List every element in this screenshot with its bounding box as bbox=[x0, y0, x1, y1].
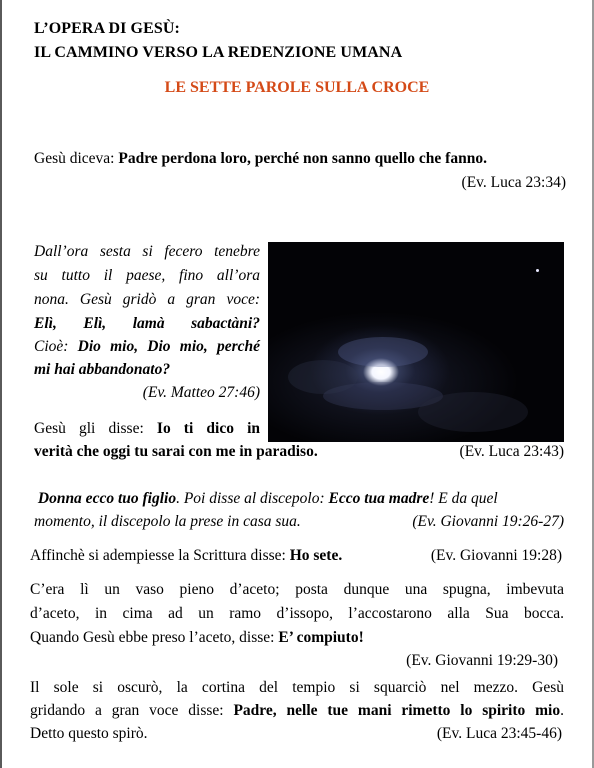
p3-reference: (Ev. Luca 23:43) bbox=[459, 443, 564, 460]
cloud-shape bbox=[418, 392, 528, 432]
moon-night-sky-photo bbox=[268, 242, 564, 442]
p6-line-3 bbox=[30, 627, 564, 649]
p5-reference: (Ev. Giovanni 19:28) bbox=[430, 547, 562, 564]
p1-words: Padre perdona loro, perché non sanno quello che fanno. bbox=[118, 150, 487, 167]
p3-line-1 bbox=[34, 418, 260, 440]
p4-line-2: momento, il discepolo la prese in casa sua. bbox=[34, 513, 301, 530]
p7-words: Padre, nelle tue mani rimetto lo spirito mio bbox=[233, 702, 561, 719]
p6-prefix: Quando Gesù ebbe preso l’aceto, disse: bbox=[30, 629, 279, 646]
p2-line-4: Elì, Elì, lamà sabactàni? bbox=[34, 315, 260, 332]
p2-reference: (Ev. Matteo 27:46) bbox=[142, 384, 260, 401]
page-left-border bbox=[0, 0, 2, 768]
p2-line-5-prefix: Cioè: bbox=[34, 338, 78, 355]
p2-line-2: su tutto il paese, fino all’ora bbox=[34, 267, 260, 284]
p2-line-5 bbox=[34, 336, 260, 358]
p7-line-1: Il sole si oscurò, la cortina del tempio si squarciò nel mezzo. Gesù bbox=[30, 679, 564, 696]
p1-speaker: Gesù diceva: bbox=[34, 150, 119, 167]
title-line-1: L’OPERA DI GESÙ: bbox=[34, 20, 180, 37]
p5-speaker: Affinchè si adempiesse la Scrittura disse: bbox=[30, 547, 290, 564]
paragraph-1 bbox=[34, 148, 564, 170]
cloud-shape bbox=[338, 337, 428, 367]
p6-line-2: d’aceto, in cima ad un ramo d’issopo, l’accostarono alla Sua bocca. bbox=[30, 605, 564, 622]
p7-reference: (Ev. Luca 23:45-46) bbox=[436, 725, 562, 742]
p7-prefix: gridando a gran voce disse: bbox=[30, 702, 234, 719]
subtitle: LE SETTE PAROLE SULLA CROCE bbox=[164, 79, 430, 96]
p1-reference: (Ev. Luca 23:34) bbox=[461, 174, 566, 191]
p6-line-1: C’era lì un vaso pieno d’aceto; posta dunque una spugna, imbevuta bbox=[30, 581, 564, 598]
p4-donna: Donna ecco tuo figlio bbox=[37, 490, 177, 507]
p2-line-3: nona. Gesù gridò a gran voce: bbox=[34, 291, 260, 308]
p5-words: Ho sete. bbox=[289, 547, 343, 564]
p4-reference: (Ev. Giovanni 19:26-27) bbox=[412, 513, 564, 530]
p3-words-1: Io ti dico in bbox=[156, 420, 261, 437]
p7-end: . bbox=[560, 702, 564, 719]
star-icon bbox=[536, 269, 539, 272]
p6-reference: (Ev. Giovanni 19:29-30) bbox=[406, 652, 558, 669]
p2-line-6: mi hai abbandonato? bbox=[34, 361, 171, 378]
p3-words-2: verità che oggi tu sarai con me in paradiso. bbox=[34, 443, 318, 460]
p3-speaker: Gesù gli disse: bbox=[34, 420, 157, 437]
p5-line bbox=[30, 545, 410, 567]
p2-line-5-words: Dio mio, Dio mio, perché bbox=[77, 338, 260, 355]
p7-line-2 bbox=[30, 700, 564, 722]
title-line-2: IL CAMMINO VERSO LA REDENZIONE UMANA bbox=[34, 44, 403, 61]
cloud-shape bbox=[288, 360, 358, 394]
p6-words: E’ compiuto! bbox=[278, 629, 364, 646]
p4-madre: Ecco tua madre bbox=[328, 490, 430, 507]
p7-line-3: Detto questo spirò. bbox=[30, 725, 148, 742]
p4-mid: . Poi disse al discepolo: bbox=[176, 490, 329, 507]
p2-line-1: Dall’ora sesta si fecero tenebre bbox=[34, 243, 260, 260]
p4-end: ! E da quel bbox=[429, 490, 498, 507]
p4-line-1 bbox=[34, 488, 564, 510]
